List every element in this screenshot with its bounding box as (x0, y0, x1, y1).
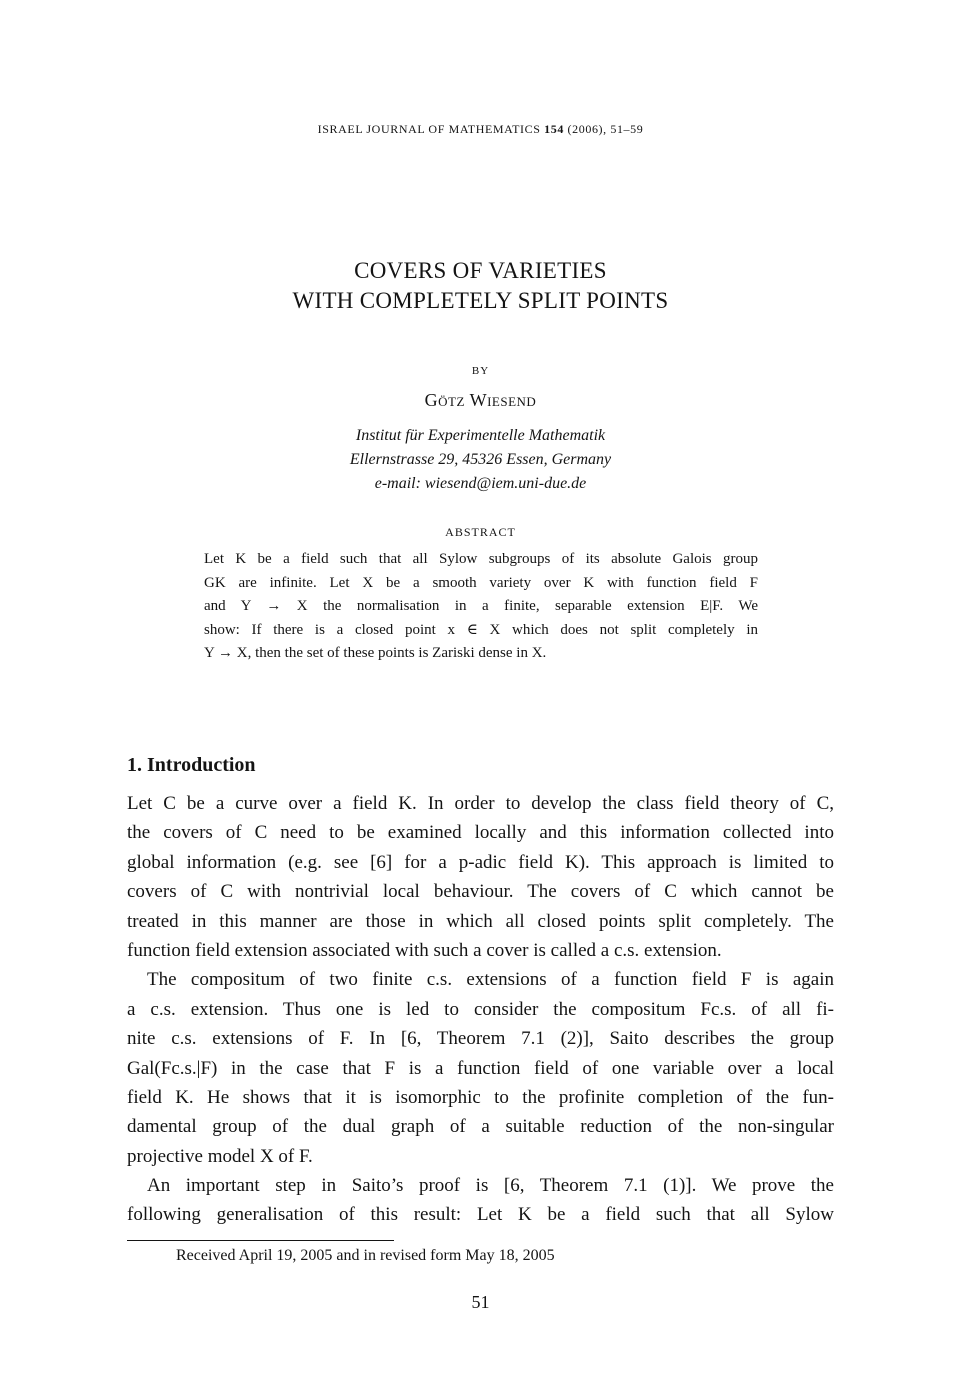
body-line: The compositum of two finite c.s. extensions of a function field F is again (147, 969, 834, 991)
body-line: damental group of the dual graph of a suitable reduction of the non-singular (127, 1116, 834, 1138)
abstract-line: and Y → X the normalisation in a finite, separable extension E|F. We (204, 598, 758, 614)
abstract-line: Y → X, then the set of these points is Zariski dense in X. (204, 645, 547, 661)
body-line: covers of C with nontrivial local behaviour. The covers of C which cannot be (127, 881, 834, 903)
affiliation-address: Ellernstrasse 29, 45326 Essen, Germany (349, 451, 612, 468)
body-line: a c.s. extension. Thus one is led to consider the compositum Fc.s. of all fi- (127, 998, 834, 1020)
affiliation (0, 424, 961, 496)
body-line: Gal(Fc.s.|F) in the case that F is a function field of one variable over a local (127, 1057, 834, 1079)
footnote-rule (127, 1240, 394, 1241)
abstract-heading: ABSTRACT (445, 525, 516, 539)
body-line: following generalisation of this result: Let K be a field such that all Sylow (127, 1204, 834, 1226)
title-line-1: COVERS OF VARIETIES (354, 258, 607, 283)
abstract-text (204, 548, 758, 666)
title-line-2: WITH COMPLETELY SPLIT POINTS (292, 288, 669, 313)
body-line: field K. He shows that it is isomorphic to the profinite completion of the fun- (127, 1086, 834, 1108)
body-line: nite c.s. extensions of F. In [6, Theorem 7.1 (2)], Saito describes the group (127, 1028, 834, 1050)
journal-name: ISRAEL JOURNAL OF MATHEMATICS (317, 122, 541, 136)
body-line: the covers of C need to be examined locally and this information collected into (127, 822, 834, 844)
paper-title (0, 256, 961, 316)
abstract-line: show: If there is a closed point x ∈ X which does not split completely in (204, 621, 758, 638)
affiliation-email: e-mail: wiesend@iem.uni-due.de (374, 475, 587, 492)
running-head (0, 122, 961, 137)
page-number: 51 (471, 1292, 490, 1312)
body-line: projective model X of F. (127, 1145, 313, 1167)
body-line: treated in this manner are those in which all closed points split completely. The (127, 910, 834, 932)
abstract-line: Let K be a field such that all Sylow subgroups of its absolute Galois group (204, 551, 758, 567)
body-line: global information (e.g. see [6] for a p-adic field K). This approach is limited to (127, 851, 834, 873)
body-line: An important step in Saito’s proof is [6, Theorem 7.1 (1)]. We prove the (147, 1175, 834, 1197)
journal-volume: 154 (544, 122, 564, 136)
abstract-line: GK are infinite. Let X be a smooth variety over K with function field F (204, 574, 758, 591)
introduction-text (127, 789, 834, 1230)
body-line: function field extension associated with such a cover is called a c.s. extension. (127, 939, 722, 961)
affiliation-institute: Institut für Experimentelle Mathematik (355, 427, 606, 444)
by-label: BY (471, 365, 490, 377)
author-name: Götz Wiesend (424, 390, 537, 410)
body-line: Let C be a curve over a field K. In order to develop the class field theory of C, (127, 793, 834, 814)
received-footnote: Received April 19, 2005 and in revised form May 18, 2005 (176, 1247, 555, 1264)
journal-year-pages: (2006), 51–59 (567, 122, 644, 136)
section-heading: 1. Introduction (127, 754, 256, 776)
